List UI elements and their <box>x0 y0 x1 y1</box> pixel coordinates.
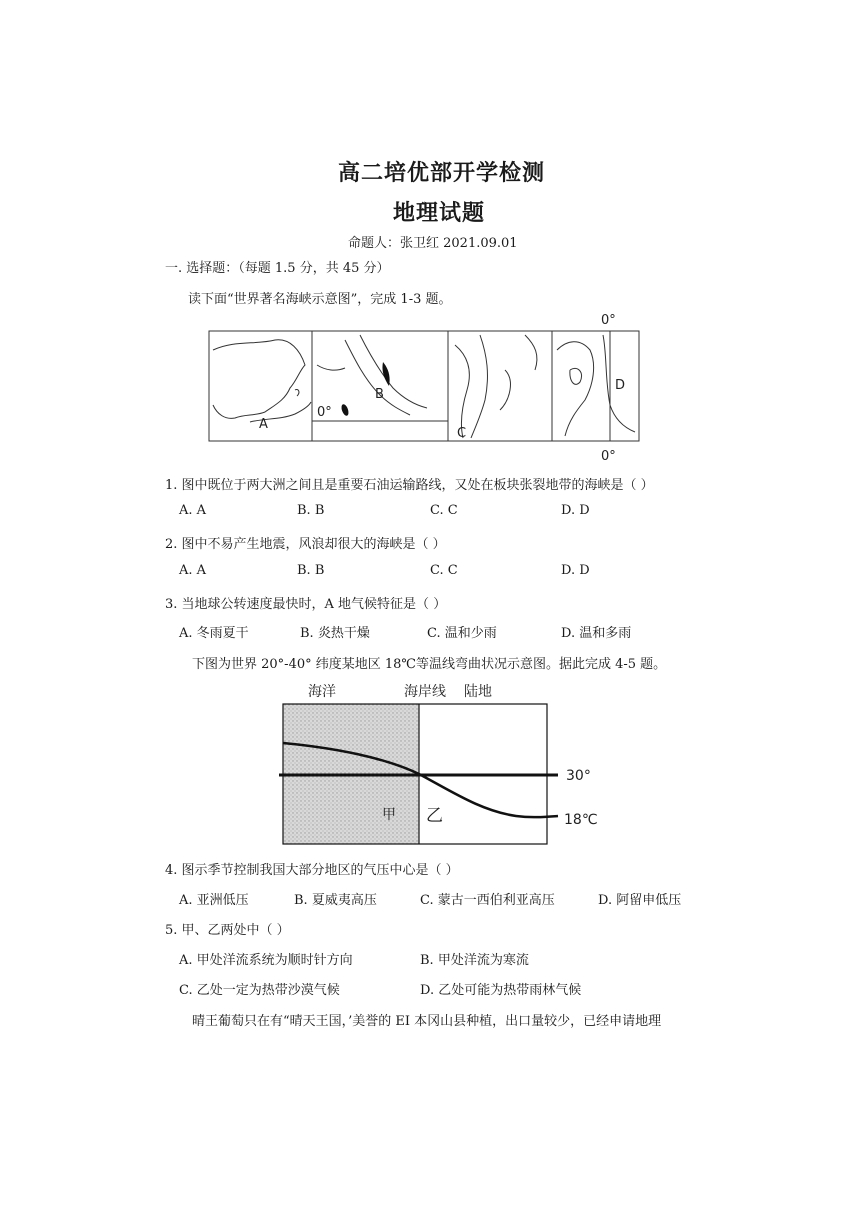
q1-option-a: A. A <box>179 503 207 518</box>
map-label-a: A <box>259 417 268 432</box>
map-label-d: D <box>615 378 626 393</box>
q3-option-c: C. 温和少雨 <box>427 626 497 641</box>
label-land: 陆地 <box>464 684 492 700</box>
coast-d1 <box>557 342 594 436</box>
map-label-b: B <box>375 387 384 402</box>
straits-map <box>205 310 645 462</box>
question-1-stem: 1. 图中既位于两大洲之间且是重要石油运输路线，又处在板块张裂地带的海峡是（ ） <box>165 478 654 493</box>
coast-b1 <box>345 340 410 415</box>
coast-a1 <box>213 340 305 419</box>
q2-option-b: B. B <box>297 563 325 578</box>
label-jia: 甲 <box>382 807 396 823</box>
page-title: 高二培优部开学检测 <box>338 160 546 186</box>
intro-straits: 读下面“世界著名海峡示意图”，完成 1-3 题。 <box>188 292 452 307</box>
q5-option-d: D. 乙处可能为热带雨林气候 <box>420 983 582 998</box>
q3-option-b: B. 炎热干燥 <box>300 626 370 641</box>
question-5-stem: 5. 甲、乙两处中（ ） <box>165 923 290 938</box>
island-mark <box>340 403 350 416</box>
label-isotherm-18: 18℃ <box>564 812 598 828</box>
intro-grape: 晴王葡萄只在有“晴天王国，’美誉的 EI 本冈山县种植，出口量较少，已经申请地理 <box>192 1014 662 1029</box>
map-label-zero-bottom: 0° <box>601 449 616 462</box>
q4-option-d: D. 阿留申低压 <box>598 893 682 908</box>
q2-option-d: D. D <box>561 563 590 578</box>
q1-option-b: B. B <box>297 503 325 518</box>
question-4-stem: 4. 图示季节控制我国大部分地区的气压中心是（ ） <box>165 863 459 878</box>
map-label-c: C <box>457 426 467 441</box>
isotherm-diagram <box>276 676 606 848</box>
red-sea-mark <box>382 362 389 386</box>
q5-option-b: B. 甲处洋流为寒流 <box>420 953 529 968</box>
q4-option-c: C. 蒙古一西伯利亚高压 <box>420 893 555 908</box>
q1-option-d: D. D <box>561 503 590 518</box>
q4-option-b: B. 夏威夷高压 <box>294 893 377 908</box>
label-yi: 乙 <box>426 806 443 826</box>
label-coastline: 海岸线 <box>404 684 446 700</box>
q3-option-a: A. 冬雨夏干 <box>179 626 249 641</box>
coast-b2 <box>360 335 427 408</box>
q5-option-c: C. 乙处一定为热带沙漠气候 <box>179 983 340 998</box>
map-frame <box>209 331 639 441</box>
page-subtitle: 地理试题 <box>393 200 486 226</box>
q1-option-c: C. C <box>430 503 458 518</box>
q5-option-a: A. 甲处洋流系统为顺时针方向 <box>179 953 353 968</box>
q2-option-a: A. A <box>179 563 207 578</box>
label-ocean: 海洋 <box>308 684 336 700</box>
intro-isotherm: 下图为世界 20°-40° 纬度某地区 18℃等温线弯曲状况示意图。据此完成 4-5 题。 <box>192 657 667 672</box>
q3-option-d: D. 温和多雨 <box>561 626 632 641</box>
coast-c1 <box>455 345 469 438</box>
label-lat-30: 30° <box>566 768 591 784</box>
section-heading: 一. 选择题：（每题 1.5 分，共 45 分） <box>165 261 390 276</box>
coast-c2 <box>471 335 487 438</box>
q2-option-c: C. C <box>430 563 458 578</box>
question-3-stem: 3. 当地球公转速度最快时，A 地气候特征是（ ） <box>165 597 447 612</box>
map-label-zero-top: 0° <box>601 313 616 328</box>
q4-option-a: A. 亚洲低压 <box>179 893 249 908</box>
author-line: 命题人：张卫红 2021.09.01 <box>348 236 518 251</box>
map-label-zero-b: 0° <box>317 405 332 420</box>
question-2-stem: 2. 图中不易产生地震，风浪却很大的海峡是（ ） <box>165 537 446 552</box>
